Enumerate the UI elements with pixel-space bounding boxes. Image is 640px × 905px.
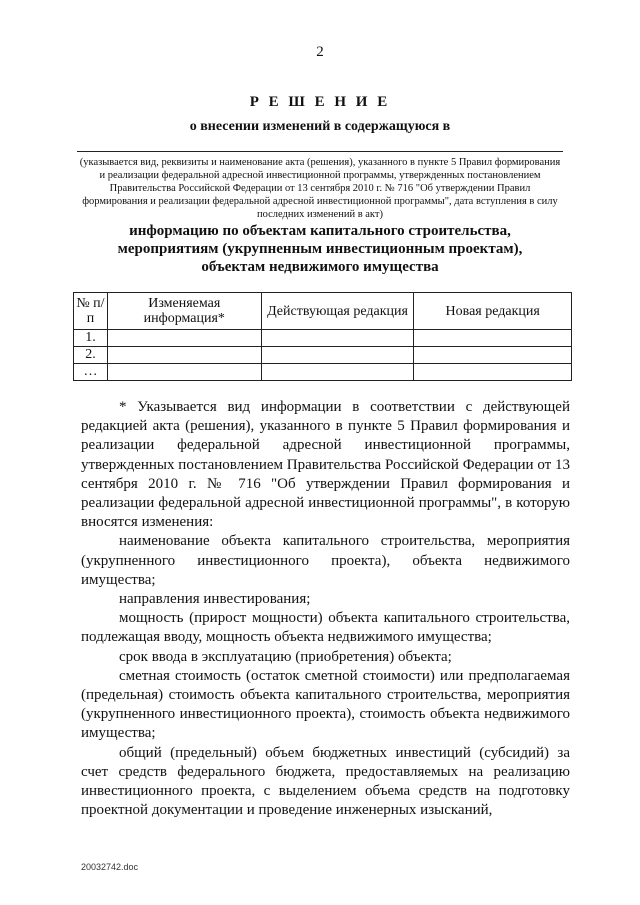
info-title bbox=[0, 222, 640, 276]
table-cell bbox=[107, 364, 261, 381]
table-cell bbox=[261, 330, 414, 347]
info-title-line: объектам недвижимого имущества bbox=[201, 259, 439, 275]
table-row bbox=[74, 347, 572, 364]
table-cell bbox=[414, 364, 572, 381]
table-cell-number: … bbox=[74, 364, 108, 381]
table-cell bbox=[107, 330, 261, 347]
column-header-changed-info: Изменяемая информация* bbox=[107, 293, 261, 330]
body-text bbox=[81, 398, 570, 820]
column-header-current-edition: Действующая редакция bbox=[261, 293, 414, 330]
table-row bbox=[74, 330, 572, 347]
document-subtitle: о внесении изменений в содержащуюся в bbox=[189, 119, 451, 134]
list-item: направления инвестирования; bbox=[119, 591, 311, 608]
list-item: срок ввода в эксплуатацию (приобретения) объекта; bbox=[119, 648, 452, 665]
list-item: общий (предельный) объем бюджетных инвестиций (субсидий) за счет средств федерального бюджета, предоставляемых на реализацию инвестиционного проекта, с выделением объема средств на подготовку проектной документации и проведение инженерных изысканий, bbox=[81, 744, 570, 819]
info-title-line: информацию по объектам капитального строительства, bbox=[129, 223, 511, 239]
list-item: наименование объекта капитального строительства, мероприятия (укрупненного инвестиционного проекта), объекта недвижимого имущества; bbox=[81, 533, 570, 588]
act-note: (указывается вид, реквизиты и наименование акта (решения), указанного в пункте 5 Правил формирования и реализации федеральной адресной инвестиционной программы, утвержденных постановлением Правительства Российской Федерации от 13 сентября 2010 г. № 716 "Об утверждении Правил формирования и реализации федеральной адресной инвестиционной программы", дата вступления в силу последних изменений в акт) bbox=[79, 157, 561, 220]
changes-table bbox=[73, 292, 572, 381]
table-cell-number: 2. bbox=[74, 347, 108, 364]
table-cell bbox=[414, 347, 572, 364]
info-title-line: мероприятиям (укрупненным инвестиционным проектам), bbox=[117, 241, 523, 257]
table-cell-number: 1. bbox=[74, 330, 108, 347]
table-row bbox=[74, 364, 572, 381]
table-cell bbox=[261, 347, 414, 364]
footnote-paragraph: * Указывается вид информации в соответствии с действующей редакцией акта (решения), указанного в пункте 5 Правил формирования и реализации федеральной адресной инвестиционной программы, утвержденных постановлением Правительства Российской Федерации от 13 сентября 2010 г. № 716 "Об утверждении Правил формирования и реализации федеральной адресной инвестиционной программы", в которую вносятся изменения: bbox=[81, 399, 570, 531]
document-title: Р Е Ш Е Н И Е bbox=[249, 94, 391, 110]
table-cell bbox=[107, 347, 261, 364]
table-cell bbox=[414, 330, 572, 347]
fill-in-line bbox=[77, 151, 563, 152]
list-item: сметная стоимость (остаток сметной стоимости) или предполагаемая (предельная) стоимость объекта капитального строительства, мероприятия (укрупненного инвестиционного проекта), стоимость объекта недвижимого имущества; bbox=[81, 667, 570, 742]
column-header-number: № п/п bbox=[74, 293, 108, 330]
table-cell bbox=[261, 364, 414, 381]
page-number: 2 bbox=[316, 44, 324, 60]
column-header-new-edition: Новая редакция bbox=[414, 293, 572, 330]
file-name: 20032742.doc bbox=[81, 862, 139, 872]
table-header-row bbox=[74, 293, 572, 330]
list-item: мощность (прирост мощности) объекта капитального строительства, подлежащая вводу, мощность объекта недвижимого имущества; bbox=[81, 610, 570, 646]
